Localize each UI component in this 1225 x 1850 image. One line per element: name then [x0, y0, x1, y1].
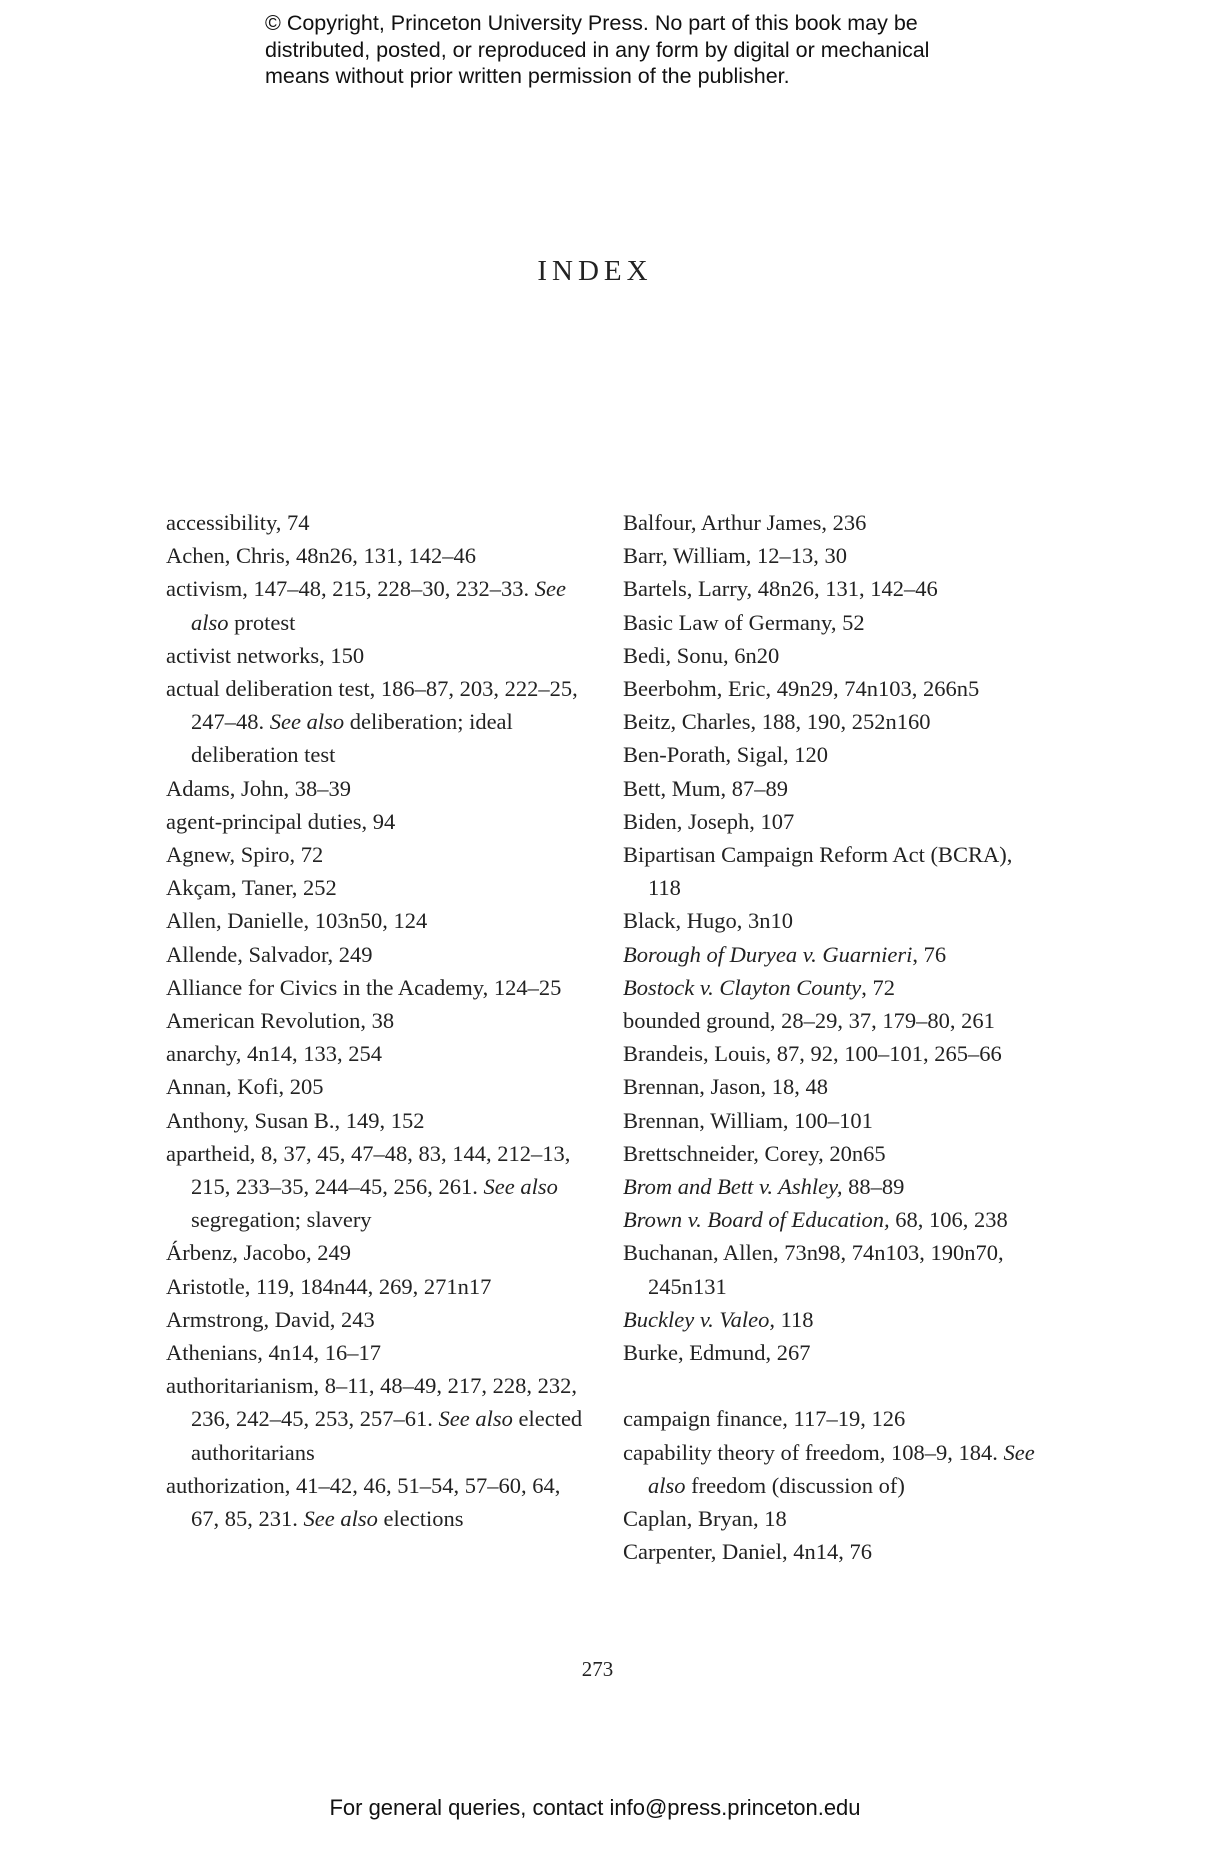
entry-case-title: Brom and Bett v. Ashley, [623, 1174, 843, 1200]
entry-text: accessibility, 74 [166, 510, 310, 535]
entry-text: Achen, Chris, 48n26, 131, 142–46 [166, 543, 476, 569]
index-entry [623, 1502, 1043, 1535]
entry-text: Carpenter, Daniel, 4n14, 76 [623, 1539, 873, 1565]
index-entry [623, 1336, 1043, 1369]
index-entry [623, 904, 1043, 937]
entry-case-title: Borough of Duryea v. Guarnieri [623, 941, 913, 967]
index-entry [166, 1336, 586, 1369]
entry-text: Basic Law of Germany, 52 [623, 609, 865, 635]
entry-text: bounded ground, 28–29, 37, 179–80, 261 [623, 1008, 995, 1034]
entry-text: Allen, Danielle, 103n50, 124 [166, 908, 428, 934]
entry-text: apartheid, 8, 37, 45, 47–48, 83, 144, 212–13, 215, 233–35, 244–45, 256, 261. [166, 1140, 571, 1200]
entry-text: freedom (discussion of) [685, 1472, 905, 1498]
entry-text: Akçam, Taner, 252 [166, 875, 337, 901]
index-entry [623, 1436, 1043, 1502]
entry-text: Árbenz, Jacobo, 249 [166, 1240, 351, 1266]
index-entry [623, 971, 1043, 1004]
index-entry [166, 1369, 586, 1469]
index-entry [166, 805, 586, 838]
index-entry [166, 971, 586, 1004]
index-entry [623, 705, 1043, 738]
entry-text: elected authoritarians [191, 1406, 583, 1465]
entry-text: Buchanan, Allen, 73n98, 74n103, 190n70, 245n131 [623, 1240, 1004, 1299]
index-entry [166, 1469, 586, 1535]
index-entry [623, 672, 1043, 705]
page-title: INDEX [537, 255, 653, 287]
index-entry [623, 506, 1043, 539]
index-entry [166, 871, 586, 904]
entry-text: Black, Hugo, 3n10 [623, 908, 793, 934]
entry-text: anarchy, 4n14, 133, 254 [166, 1041, 382, 1067]
entry-text: Athenians, 4n14, 16–17 [166, 1340, 381, 1366]
entry-text: actual deliberation test, 186–87, 203, 222–25, 247–48. [166, 676, 578, 735]
index-column-left [166, 506, 586, 1535]
entry-text: Burke, Edmund, 267 [623, 1340, 811, 1366]
index-entry [166, 1104, 586, 1137]
entry-text: Brandeis, Louis, 87, 92, 100–101, 265–66 [623, 1041, 1002, 1067]
copyright-notice [265, 10, 985, 90]
copyright-line: distributed, posted, or reproduced in any form by digital or mechanical [265, 37, 930, 62]
index-entry [623, 1104, 1043, 1137]
entry-text: Ben-Porath, Sigal, 120 [623, 742, 828, 768]
see-also-label: See also [191, 576, 566, 635]
index-entry [166, 1270, 586, 1303]
index-entry [623, 639, 1043, 672]
index-entry [623, 1137, 1043, 1170]
index-entry [623, 1236, 1043, 1302]
index-entry [166, 1070, 586, 1103]
see-also-label: See also [303, 1506, 378, 1532]
entry-text: protest [228, 609, 296, 635]
entry-text: 118 [775, 1306, 814, 1332]
entry-case-title: Brown v. Board of Education, [623, 1207, 890, 1233]
entry-text: American Revolution, 38 [166, 1008, 395, 1034]
index-column-right [623, 506, 1043, 1568]
index-entry [623, 1037, 1043, 1070]
index-entry [623, 572, 1043, 605]
page-number: 273 [581, 1657, 614, 1681]
index-entry [166, 904, 586, 937]
entry-text: capability theory of freedom, 108–9, 184. [623, 1439, 1004, 1465]
index-entry [166, 506, 586, 539]
footer-contact: For general queries, contact info@press.princeton.edu [329, 1795, 861, 1820]
index-entry [623, 1004, 1043, 1037]
index-entry [166, 938, 586, 971]
index-entry [623, 1402, 1043, 1435]
entry-text: Beerbohm, Eric, 49n29, 74n103, 266n5 [623, 676, 980, 702]
entry-text: authorization, 41–42, 46, 51–54, 57–60, 64, 67, 85, 231. [166, 1472, 561, 1532]
index-entry [166, 572, 586, 638]
index-entry [623, 1303, 1043, 1336]
see-also-label: See also [483, 1174, 558, 1200]
entry-text: Bett, Mum, 87–89 [623, 775, 789, 801]
see-also-label: See also [269, 709, 345, 735]
index-entry [623, 938, 1043, 971]
index-entry [623, 539, 1043, 572]
see-also-label: See also [438, 1406, 513, 1432]
index-entry [623, 805, 1043, 838]
entry-text: Bipartisan Campaign Reform Act (BCRA), 118 [623, 842, 1013, 901]
entry-text: Brennan, Jason, 18, 48 [623, 1074, 828, 1100]
entry-text: agent-principal duties, 94 [166, 808, 396, 834]
index-entry [166, 539, 586, 572]
index-entry [623, 606, 1043, 639]
copyright-line: © Copyright, Princeton University Press. No part of this book may be [265, 11, 918, 35]
index-entry [166, 838, 586, 871]
letter-group-gap [623, 1369, 1043, 1402]
index-entry [166, 772, 586, 805]
entry-text: Armstrong, David, 243 [166, 1306, 375, 1332]
entry-text: 88–89 [842, 1174, 905, 1200]
index-entry [166, 672, 586, 772]
index-entry [623, 1535, 1043, 1568]
index-entry [166, 1137, 586, 1237]
index-entry [623, 1070, 1043, 1103]
entry-text: activist networks, 150 [166, 642, 365, 668]
entry-text: campaign finance, 117–19, 126 [623, 1406, 906, 1432]
entry-text: Aristotle, 119, 184n44, 269, 271n17 [166, 1273, 492, 1299]
entry-text: Biden, Joseph, 107 [623, 808, 795, 834]
index-entry [166, 1004, 586, 1037]
entry-text: Adams, John, 38–39 [166, 775, 351, 801]
entry-text: 68, 106, 238 [889, 1207, 1008, 1233]
index-entry [623, 1203, 1043, 1236]
entry-text: Annan, Kofi, 205 [166, 1074, 324, 1100]
entry-text: Caplan, Bryan, 18 [623, 1506, 787, 1532]
entry-text: segregation; slavery [191, 1207, 372, 1233]
entry-text: , 72 [861, 974, 896, 1000]
index-entry [166, 639, 586, 672]
entry-case-title: Buckley v. Valeo, [623, 1306, 775, 1332]
entry-text: Barr, William, 12–13, 30 [623, 543, 848, 569]
entry-text: Agnew, Spiro, 72 [166, 842, 324, 868]
entry-case-title: Bostock v. Clayton County [623, 974, 862, 1000]
see-also-label: See also [648, 1439, 1035, 1498]
entry-text: Brettschneider, Corey, 20n65 [623, 1140, 886, 1166]
entry-text: Alliance for Civics in the Academy, 124–25 [166, 974, 562, 1000]
entry-text: Anthony, Susan B., 149, 152 [166, 1107, 425, 1133]
index-entry [623, 738, 1043, 771]
entry-text: Brennan, William, 100–101 [623, 1107, 873, 1133]
index-entry [166, 1303, 586, 1336]
index-entry [166, 1236, 586, 1269]
index-entry [623, 772, 1043, 805]
entry-text: Balfour, Arthur James, 236 [623, 510, 867, 535]
entry-text: deliberation; ideal deliberation test [191, 709, 513, 768]
entry-text: activism, 147–48, 215, 228–30, 232–33. [166, 576, 535, 602]
index-entry [623, 838, 1043, 904]
entry-text: Allende, Salvador, 249 [166, 941, 373, 967]
entry-text: Bedi, Sonu, 6n20 [623, 642, 780, 668]
copyright-line: means without prior written permission of the publisher. [265, 64, 790, 88]
entry-text: , 76 [912, 941, 947, 967]
index-entry [166, 1037, 586, 1070]
entry-text: Bartels, Larry, 48n26, 131, 142–46 [623, 576, 938, 602]
entry-text: elections [377, 1506, 464, 1532]
entry-text: Beitz, Charles, 188, 190, 252n160 [623, 709, 931, 735]
index-entry [623, 1170, 1043, 1203]
entry-text: authoritarianism, 8–11, 48–49, 217, 228, 232, 236, 242–45, 253, 257–61. [166, 1373, 577, 1432]
